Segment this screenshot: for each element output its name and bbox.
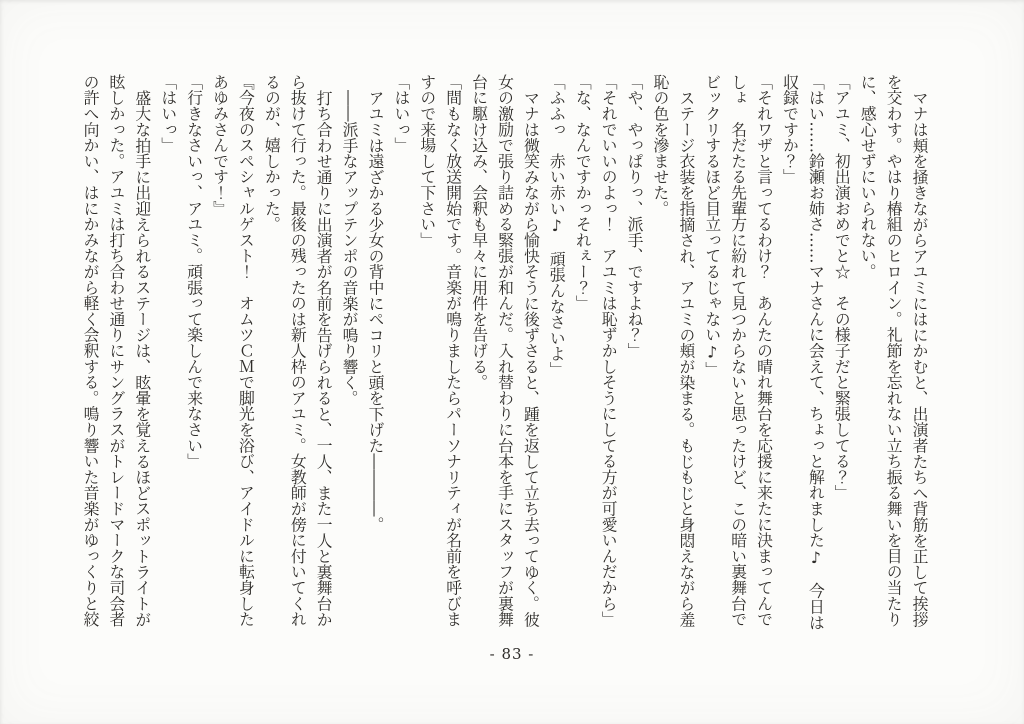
text-line: 「はいっ」 [391,74,411,153]
text-line: を交わす。やはり椿組のヒロイン。礼節を忘れない立ち振る舞いを目の当たり [884,74,904,627]
text-line: 「ふふっ 赤い赤い♪ 頑張んなさいよ」 [547,74,567,378]
text-line: 恥の色を滲ませた。 [650,74,670,217]
text-line: あゆみさんです！』 [210,74,230,217]
text-line: 女の激励で張り詰める緊張が和んだ。入れ替わりに台本を手にスタッフが裏舞 [495,74,515,627]
text-line: ビックリするほど目立ってるじゃない♪」 [702,74,722,378]
text-line: 「間もなく放送開始です。音楽が鳴りましたらパーソナリティが名前を呼びま [443,74,463,627]
text-line: 「や、やっぱりっ、派手、ですよね？」 [625,74,645,359]
text-line: 「はいっ」 [158,74,178,153]
text-line: マナは微笑みながら愉快そうに後ずさると、踵を返して立ち去ってゆく。彼 [521,89,541,627]
text-line: 眩しかった。アユミは打ち合わせ通りにサングラスがトレードマークな司会者 [106,74,126,627]
text-line: マナは頬を掻きながらアユミにはにかむと、出演者たちへ背筋を正して挨拶 [910,89,929,627]
text-line: 「それでいいのよっ！ アユミは恥ずかしそうにしてる方が可愛いんだから」 [599,74,619,627]
text-line: に、感心せずにいられない。 [858,74,878,280]
text-line: ら抜けて行った。最後の残ったのは新人枠のアユミ。女教師が傍に付いてくれ [288,74,308,627]
text-line: の許へ向かい、はにかみながら軽く会釈する。鳴り響いた音楽がゆっくりと絞 [81,74,100,627]
text-line: 「な、なんですかっそれぇー？」 [573,74,593,311]
vertical-text-block [77,74,932,634]
text-line: 「それワザと言ってるわけ？ あんたの晴れ舞台を応援に来たに決まってんで [754,74,774,627]
text-line: 「アユミ、初出演おめでと☆ その様子だと緊張してる？」 [832,74,852,501]
text-line: 収録ですか？」 [780,74,800,185]
text-line: すので来場して下さい」 [417,74,437,248]
page-number: - 83 - [489,645,535,663]
text-line: アユミは遠ざかる少女の背中にペコリと頭を下げた――――。 [365,89,385,533]
text-line: ――派手なアップテンポの音楽が鳴り響く。 [340,89,360,406]
text-line: ステージ衣装を指摘され、アユミの頬が染まる。もじもじと身悶えながら羞 [676,89,696,627]
text-line: 「はい……鈴瀬お姉さ……マナさんに会えて、ちょっと解れました♪ 今日は [806,74,826,631]
text-line: るのが、嬉しかった。 [262,74,282,232]
text-line: 『今夜のスペシャルゲスト！ オムツＣＭで脚光を浴び、アイドルに転身した [236,74,256,627]
text-line: 打ち合わせ通りに出演者が名前を告げられると、一人、また一人と裏舞台か [314,89,334,627]
text-line: 盛大な拍手に出迎えられるステージは、眩暈を覚えるほどスポットライトが [132,89,152,627]
text-line: 台に駆け込み、会釈も早々に用件を告げる。 [469,74,489,390]
text-line: 「行きなさいっ、アユミ。頑張って楽しんで来なさい」 [184,74,204,469]
text-line: しょ 名だたる先輩方に紛れて見つからないと思ったけど、この暗い裏舞台で [728,74,748,627]
